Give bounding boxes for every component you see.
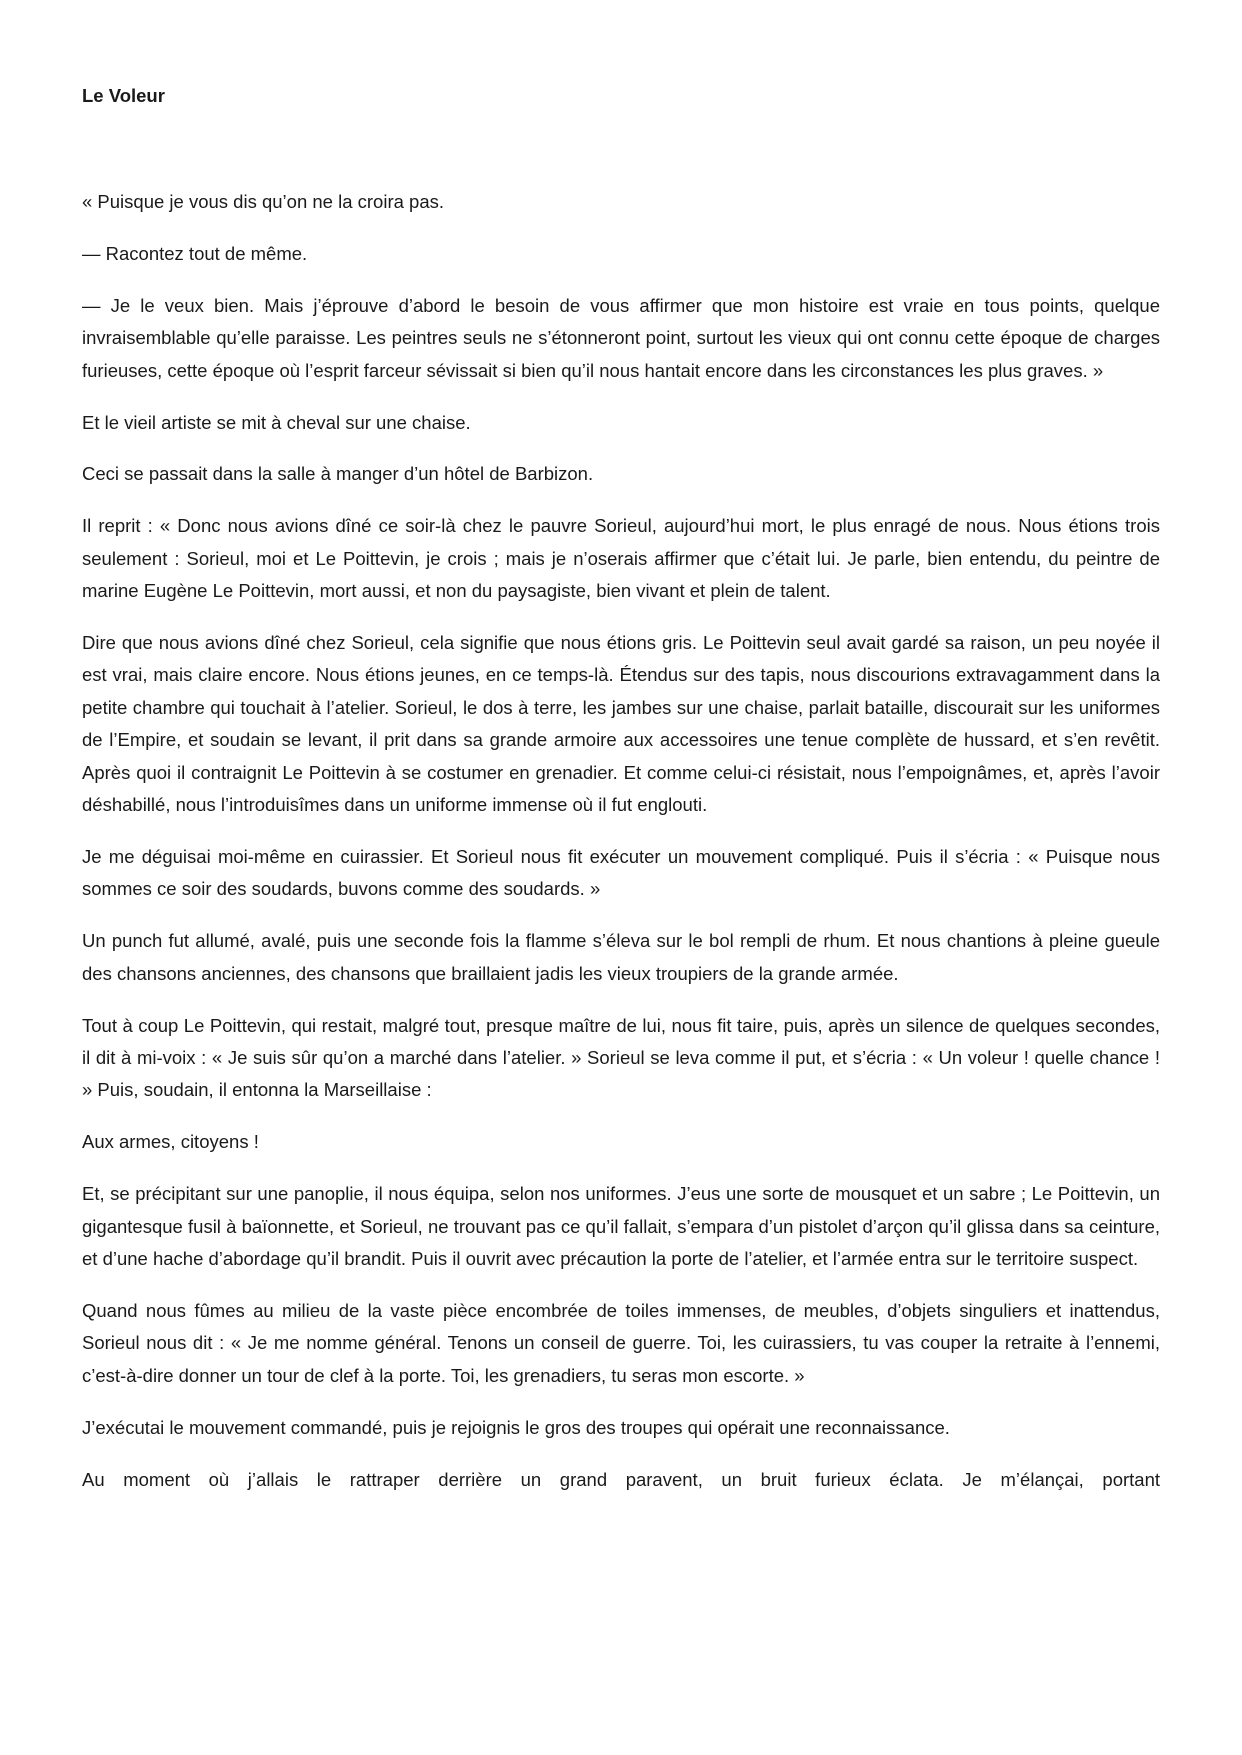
paragraph-continued: Au moment où j’allais le rattraper derrière un grand paravent, un bruit furieux éclata. Je m’élançai, portant bbox=[82, 1468, 1160, 1490]
paragraph: — Racontez tout de même. bbox=[82, 242, 308, 264]
paragraph: — Je le veux bien. Mais j’éprouve d’abord le besoin de vous affirmer que mon histoire est vraie en tous points, quelque invraisemblable qu’elle paraisse. Les peintres seuls ne s’étonneront point, surtout les vieux qui ont connu cette époque de charges furieuses, cette époque où l’esprit farceur sévissait si bien qu’il nous hantait encore dans les circonstances les plus graves. » bbox=[82, 294, 1160, 381]
paragraph: Dire que nous avions dîné chez Sorieul, cela signifie que nous étions gris. Le Poittevin seul avait gardé sa raison, un peu noyée il est vrai, mais claire encore. Nous étions jeunes, en ce temps-là. Étendus sur des tapis, nous discourions extravagamment dans la petite chambre qui touchait à l’atelier. Sorieul, le dos à terre, les jambes sur une chaise, parlait bataille, discourait sur les uniformes de l’Empire, et soudain se levant, il prit dans sa grande armoire aux accessoires une tenue complète de hussard, et s’en revêtit. Après quoi il contraignit Le Poittevin à se costumer en grenadier. Et comme celui-ci résistait, nous l’empoignâmes, et, après l’avoir déshabillé, nous l’introduisîmes dans un uniforme immense où il fut englouti. bbox=[82, 632, 1160, 816]
paragraph: J’exécutai le mouvement commandé, puis je rejoignis le gros des troupes qui opérait une reconnaissance. bbox=[82, 1416, 950, 1438]
paragraph: Il reprit : « Donc nous avions dîné ce soir-là chez le pauvre Sorieul, aujourd’hui mort, le plus enragé de nous. Nous étions trois seulement : Sorieul, moi et Le Poittevin, je crois ; mais je n’oserais affirmer que c’était lui. Je parle, bien entendu, du peintre de marine Eugène Le Poittevin, mort aussi, et non du paysagiste, bien vivant et plein de talent. bbox=[82, 515, 1160, 602]
paragraph: Aux armes, citoyens ! bbox=[82, 1131, 259, 1153]
paragraph: Et le vieil artiste se mit à cheval sur une chaise. bbox=[82, 411, 471, 433]
document-page bbox=[82, 80, 1160, 1496]
paragraph: Et, se précipitant sur une panoplie, il nous équipa, selon nos uniformes. J’eus une sorte de mousquet et un sabre ; Le Poittevin, un gigantesque fusil à baïonnette, et Sorieul, ne trouvant pas ce qu’il fallait, s’empara d’un pistolet d’arçon qu’il glissa dans sa ceinture, et d’une hache d’abordage qu’il brandit. Puis il ouvrit avec précaution la porte de l’atelier, et l’armée entra sur le territoire suspect. bbox=[82, 1183, 1160, 1270]
document-title: Le Voleur bbox=[82, 85, 165, 106]
paragraph: Ceci se passait dans la salle à manger d’un hôtel de Barbizon. bbox=[82, 463, 594, 485]
paragraph: Tout à coup Le Poittevin, qui restait, malgré tout, presque maître de lui, nous fit taire, puis, après un silence de quelques secondes, il dit à mi-voix : « Je suis sûr qu’on a marché dans l’atelier. » Sorieul se leva comme il put, et s’écria : « Un voleur ! quelle chance ! » Puis, soudain, il entonna la Marseillaise : bbox=[82, 1014, 1160, 1101]
paragraph: Un punch fut allumé, avalé, puis une seconde fois la flamme s’éleva sur le bol rempli de rhum. Et nous chantions à pleine gueule des chansons anciennes, des chansons que braillaient jadis les vieux troupiers de la grande armée. bbox=[82, 930, 1160, 984]
paragraph: « Puisque je vous dis qu’on ne la croira pas. bbox=[82, 191, 444, 212]
paragraph: Je me déguisai moi-même en cuirassier. Et Sorieul nous fit exécuter un mouvement compliqué. Puis il s’écria : « Puisque nous sommes ce soir des soudards, buvons comme des soudards. » bbox=[82, 846, 1160, 900]
paragraph: Quand nous fûmes au milieu de la vaste pièce encombrée de toiles immenses, de meubles, d’objets singuliers et inattendus, Sorieul nous dit : « Je me nomme général. Tenons un conseil de guerre. Toi, les cuirassiers, tu vas couper la retraite à l’ennemi, c’est-à-dire donner un tour de clef à la porte. Toi, les grenadiers, tu seras mon escorte. » bbox=[82, 1299, 1160, 1386]
